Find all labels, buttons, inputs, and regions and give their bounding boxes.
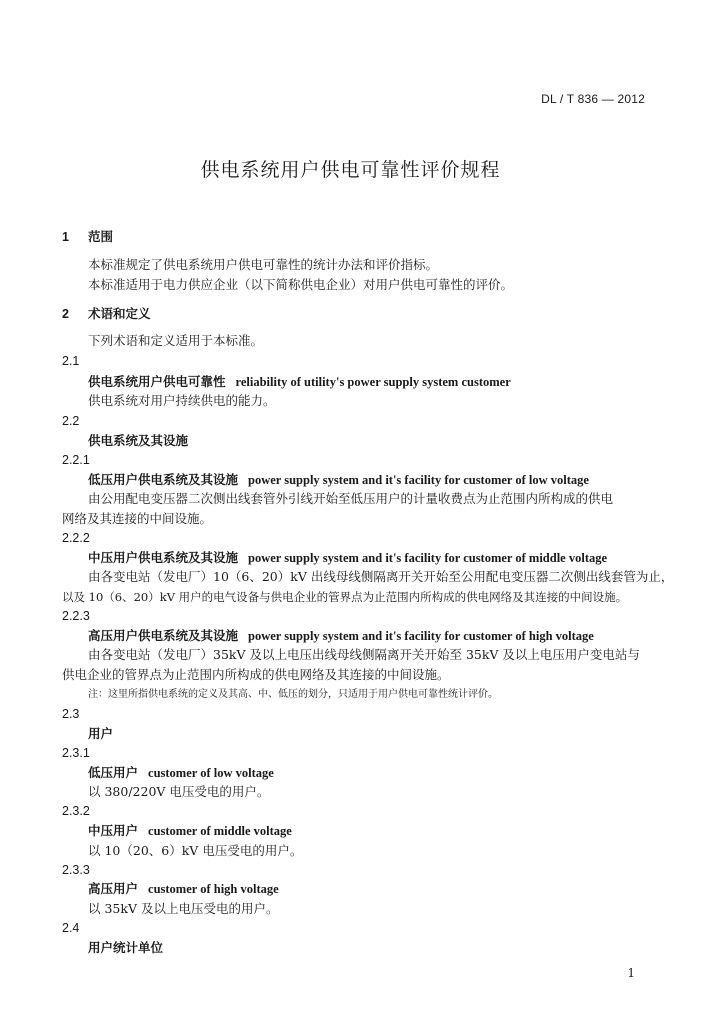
definition: 以 10（20、6）kV 电压受电的用户。 <box>88 843 303 858</box>
term-cn: 高压用户 <box>88 881 139 896</box>
term-heading <box>88 374 511 390</box>
definition: 由各变电站（发电厂）10（6、20）kV 出线母线侧隔离开关开始至公用配电变压器二次侧出线套管为止， <box>88 569 674 584</box>
section-number: 2 <box>62 307 69 321</box>
term-cn: 供电系统及其设施 <box>88 433 189 448</box>
clause-number: 2.2.2 <box>62 531 90 545</box>
clause-number: 2.3.2 <box>62 804 90 818</box>
clause-number: 2.1 <box>62 354 80 368</box>
clause-number: 2.3.1 <box>62 746 90 760</box>
note: 注：这里所指供电系统的定义及其高、中、低压的划分，只适用于用户供电可靠性统计评价。 <box>88 689 498 700</box>
section-heading-1 <box>62 229 113 245</box>
term-cn: 供电系统用户供电可靠性 <box>88 374 226 389</box>
term-heading <box>88 550 607 566</box>
definition-continued: 以及 10（6、20）kV 用户的电气设备与供电企业的管界点为止范围内所构成的供电网络及其连接的中间设施。 <box>62 590 628 604</box>
term-heading <box>88 765 274 781</box>
section-heading-2 <box>62 306 151 322</box>
document-code: DL / T 836 — 2012 <box>541 92 645 106</box>
clause-number: 2.4 <box>62 921 80 935</box>
term-cn: 中压用户供电系统及其设施 <box>88 550 239 565</box>
clause-number: 2.2 <box>62 414 80 428</box>
page-number: 1 <box>627 966 635 980</box>
definition: 以 35kV 及以上电压受电的用户。 <box>88 901 279 916</box>
section-title: 范围 <box>88 230 114 244</box>
term-en: power supply system and it's facility for customer of middle voltage <box>248 551 608 565</box>
term-cn: 低压用户 <box>88 765 139 780</box>
clause-number: 2.2.1 <box>62 453 90 467</box>
definition: 由各变电站（发电厂）35kV 及以上电压出线母线侧隔离开关开始至 35kV 及以上电压用户变电站与 <box>88 647 640 662</box>
clause-number: 2.2.3 <box>62 609 90 623</box>
term-heading <box>88 628 594 644</box>
paragraph: 本标准适用于电力供应企业（以下简称供电企业）对用户供电可靠性的评价。 <box>88 277 514 292</box>
term-heading <box>88 823 292 839</box>
term-cn: 用户统计单位 <box>88 940 164 955</box>
term-heading <box>88 940 163 956</box>
section-title: 术语和定义 <box>88 307 151 321</box>
clause-number: 2.3 <box>62 707 80 721</box>
term-en: customer of high voltage <box>148 882 279 896</box>
section-number: 1 <box>62 230 69 244</box>
term-cn: 低压用户供电系统及其设施 <box>88 472 239 487</box>
document-title: 供电系统用户供电可靠性评价规程 <box>200 159 501 181</box>
term-en: customer of middle voltage <box>148 824 292 838</box>
term-heading <box>88 433 188 449</box>
term-cn: 用户 <box>88 726 114 741</box>
term-heading <box>88 726 113 742</box>
term-en: power supply system and it's facility for customer of low voltage <box>248 473 589 487</box>
term-en: customer of low voltage <box>148 766 274 780</box>
definition: 由公用配电变压器二次侧出线套管外引线开始至低压用户的计量收费点为止范围内所构成的供电 <box>88 491 614 506</box>
definition-continued: 供电企业的管界点为止范围内所构成的供电网络及其连接的中间设施。 <box>62 667 450 682</box>
definition-continued: 网络及其连接的中间设施。 <box>62 511 213 526</box>
term-en: reliability of utility's power supply system customer <box>235 375 511 389</box>
definition: 供电系统对用户持续供电的能力。 <box>88 393 276 408</box>
term-heading <box>88 881 279 897</box>
paragraph: 本标准规定了供电系统用户供电可靠性的统计办法和评价指标。 <box>88 257 439 272</box>
definition: 以 380/220V 电压受电的用户。 <box>88 784 270 799</box>
clause-number: 2.3.3 <box>62 863 90 877</box>
term-cn: 中压用户 <box>88 823 139 838</box>
term-heading <box>88 472 589 488</box>
term-cn: 高压用户供电系统及其设施 <box>88 628 239 643</box>
paragraph: 下列术语和定义适用于本标准。 <box>88 333 264 348</box>
term-en: power supply system and it's facility for customer of high voltage <box>248 629 594 643</box>
